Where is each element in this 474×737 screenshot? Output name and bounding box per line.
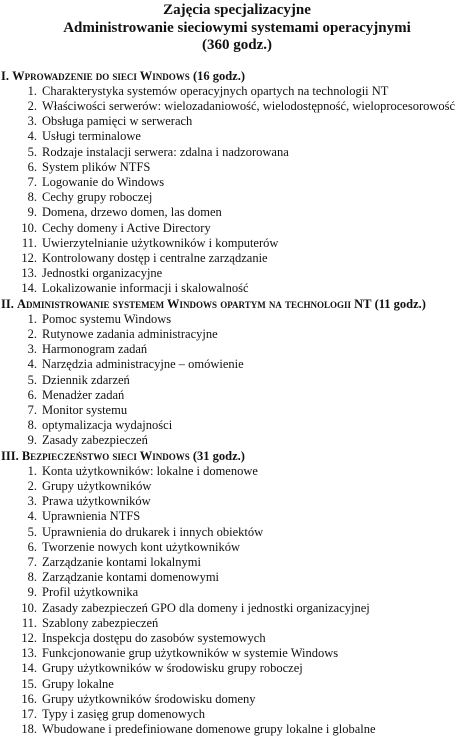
section-heading — [0, 449, 474, 464]
list-item-text: Właściwości serwerów: wielozadaniowość, wielodostępność, wieloprocesorowość — [37, 99, 455, 114]
list-item-number: 1. — [0, 84, 37, 99]
list-item-number: 1. — [0, 464, 37, 479]
list-item — [0, 357, 474, 372]
list-item-text: Jednostki organizacyjne — [37, 266, 162, 281]
list-item-text: Szablony zabezpieczeń — [37, 616, 158, 631]
list-item-number: 2. — [0, 99, 37, 114]
list-item-number: 9. — [0, 205, 37, 220]
list-item — [0, 403, 474, 418]
topic-list — [0, 312, 474, 449]
list-item-number: 9. — [0, 585, 37, 600]
list-item-text: Dziennik zdarzeń — [37, 373, 130, 388]
section-hours: (11 godz.) — [375, 297, 426, 311]
list-item-number: 4. — [0, 357, 37, 372]
list-item-text: Grupy lokalne — [37, 677, 114, 692]
list-item-text: Uprawnienia NTFS — [37, 509, 140, 524]
list-item-text: Typy i zasięg grup domenowych — [37, 707, 205, 722]
list-item-text: Grupy użytkowników — [37, 479, 151, 494]
list-item-number: 5. — [0, 373, 37, 388]
list-item-number: 10. — [0, 601, 37, 616]
list-item — [0, 585, 474, 600]
topic-list — [0, 84, 474, 297]
list-item-number: 16. — [0, 692, 37, 707]
list-item — [0, 84, 474, 99]
list-item-number: 11. — [0, 616, 37, 631]
list-item-text: Cechy domeny i Active Directory — [37, 221, 211, 236]
list-item — [0, 494, 474, 509]
list-item — [0, 418, 474, 433]
list-item — [0, 236, 474, 251]
section-title: Administrowanie systemem Windows opartym na technologii NT — [17, 297, 371, 311]
document-title-line-2: Administrowanie sieciowymi systemami operacyjnymi — [0, 20, 474, 38]
list-item-number: 14. — [0, 281, 37, 296]
list-item-text: Usługi terminalowe — [37, 129, 141, 144]
list-item-text: Uwierzytelnianie użytkowników i komputerów — [37, 236, 278, 251]
document-title-line-3: (360 godz.) — [0, 37, 474, 55]
list-item-text: Logowanie do Windows — [37, 175, 164, 190]
list-item-text: Kontrolowany dostęp i centralne zarządzanie — [37, 251, 268, 266]
list-item — [0, 388, 474, 403]
section-heading — [0, 297, 474, 312]
list-item — [0, 707, 474, 722]
list-item — [0, 692, 474, 707]
list-item — [0, 114, 474, 129]
list-item — [0, 646, 474, 661]
list-item-text: Grupy użytkowników w środowisku grupy roboczej — [37, 661, 303, 676]
list-item-number: 3. — [0, 494, 37, 509]
list-item-text: Rutynowe zadania administracyjne — [37, 327, 218, 342]
list-item-number: 6. — [0, 388, 37, 403]
list-item — [0, 129, 474, 144]
list-item-number: 6. — [0, 540, 37, 555]
list-item-text: Prawa użytkowników — [37, 494, 151, 509]
document-title-line-1: Zajęcia specjalizacyjne — [0, 2, 474, 20]
list-item — [0, 281, 474, 296]
section-title: Wprowadzenie do sieci Windows — [12, 69, 190, 83]
topic-list — [0, 464, 474, 737]
list-item-text: Grupy użytkowników środowisku domeny — [37, 692, 256, 707]
list-item — [0, 479, 474, 494]
list-item — [0, 433, 474, 448]
list-item-text: Harmonogram zadań — [37, 342, 147, 357]
list-item-number: 18. — [0, 722, 37, 737]
list-item-text: Cechy grupy roboczej — [37, 190, 152, 205]
section-numeral: II. — [1, 297, 14, 311]
list-item-text: Pomoc systemu Windows — [37, 312, 171, 327]
list-item-text: Uprawnienia do drukarek i innych obiektów — [37, 525, 263, 540]
list-item-number: 7. — [0, 175, 37, 190]
list-item-text: Zasady zabezpieczeń GPO dla domeny i jednostki organizacyjnej — [37, 601, 370, 616]
section-numeral: III. — [1, 449, 19, 463]
list-item-text: Menadżer zadań — [37, 388, 124, 403]
list-item-text: Zasady zabezpieczeń — [37, 433, 148, 448]
list-item-number: 17. — [0, 707, 37, 722]
list-item-number: 10. — [0, 221, 37, 236]
list-item — [0, 205, 474, 220]
list-item — [0, 525, 474, 540]
list-item-text: Zarządzanie kontami lokalnymi — [37, 555, 201, 570]
list-item-number: 7. — [0, 555, 37, 570]
list-item — [0, 373, 474, 388]
section-hours: (16 godz.) — [193, 69, 245, 83]
list-item-text: Monitor systemu — [37, 403, 127, 418]
list-item-text: Charakterystyka systemów operacyjnych opartych na technologii NT — [37, 84, 388, 99]
list-item-number: 5. — [0, 525, 37, 540]
list-item-number: 15. — [0, 677, 37, 692]
list-item-number: 4. — [0, 129, 37, 144]
list-item-number: 3. — [0, 114, 37, 129]
list-item-text: Rodzaje instalacji serwera: zdalna i nadzorowana — [37, 145, 289, 160]
list-item — [0, 266, 474, 281]
list-item — [0, 327, 474, 342]
list-item-text: Inspekcja dostępu do zasobów systemowych — [37, 631, 266, 646]
list-item-text: optymalizacja wydajności — [37, 418, 172, 433]
list-item — [0, 616, 474, 631]
list-item — [0, 601, 474, 616]
list-item-number: 9. — [0, 433, 37, 448]
list-item-text: Profil użytkownika — [37, 585, 138, 600]
list-item — [0, 555, 474, 570]
list-item — [0, 251, 474, 266]
syllabus-content — [0, 69, 474, 737]
list-item-number: 2. — [0, 479, 37, 494]
list-item-text: Zarządzanie kontami domenowymi — [37, 570, 219, 585]
list-item — [0, 190, 474, 205]
list-item-number: 5. — [0, 145, 37, 160]
list-item-text: Domena, drzewo domen, las domen — [37, 205, 222, 220]
list-item — [0, 570, 474, 585]
list-item — [0, 464, 474, 479]
list-item — [0, 145, 474, 160]
list-item — [0, 342, 474, 357]
list-item-number: 4. — [0, 509, 37, 524]
section-heading — [0, 69, 474, 84]
list-item — [0, 312, 474, 327]
list-item-text: Obsługa pamięci w serwerach — [37, 114, 192, 129]
list-item-number: 12. — [0, 631, 37, 646]
list-item — [0, 175, 474, 190]
list-item — [0, 540, 474, 555]
list-item-text: Narzędzia administracyjne – omówienie — [37, 357, 244, 372]
list-item-number: 3. — [0, 342, 37, 357]
list-item-text: Wbudowane i predefiniowane domenowe grupy lokalne i globalne — [37, 722, 376, 737]
list-item-number: 8. — [0, 190, 37, 205]
list-item — [0, 221, 474, 236]
list-item-number: 1. — [0, 312, 37, 327]
list-item-number: 14. — [0, 661, 37, 676]
list-item-text: System plików NTFS — [37, 160, 150, 175]
list-item — [0, 661, 474, 676]
list-item-text: Tworzenie nowych kont użytkowników — [37, 540, 240, 555]
list-item-number: 13. — [0, 646, 37, 661]
list-item-number: 6. — [0, 160, 37, 175]
list-item-text: Lokalizowanie informacji i skalowalność — [37, 281, 249, 296]
list-item-number: 11. — [0, 236, 37, 251]
list-item-text: Konta użytkowników: lokalne i domenowe — [37, 464, 258, 479]
list-item-text: Funkcjonowanie grup użytkowników w systemie Windows — [37, 646, 338, 661]
list-item-number: 13. — [0, 266, 37, 281]
list-item — [0, 160, 474, 175]
list-item-number: 8. — [0, 570, 37, 585]
list-item — [0, 509, 474, 524]
section-hours: (31 godz.) — [193, 449, 245, 463]
list-item-number: 8. — [0, 418, 37, 433]
list-item-number: 7. — [0, 403, 37, 418]
list-item — [0, 99, 474, 114]
list-item-number: 2. — [0, 327, 37, 342]
list-item — [0, 631, 474, 646]
section-numeral: I. — [1, 69, 9, 83]
list-item-number: 12. — [0, 251, 37, 266]
list-item — [0, 677, 474, 692]
section-title: Bezpieczeństwo sieci Windows — [22, 449, 190, 463]
list-item — [0, 722, 474, 737]
